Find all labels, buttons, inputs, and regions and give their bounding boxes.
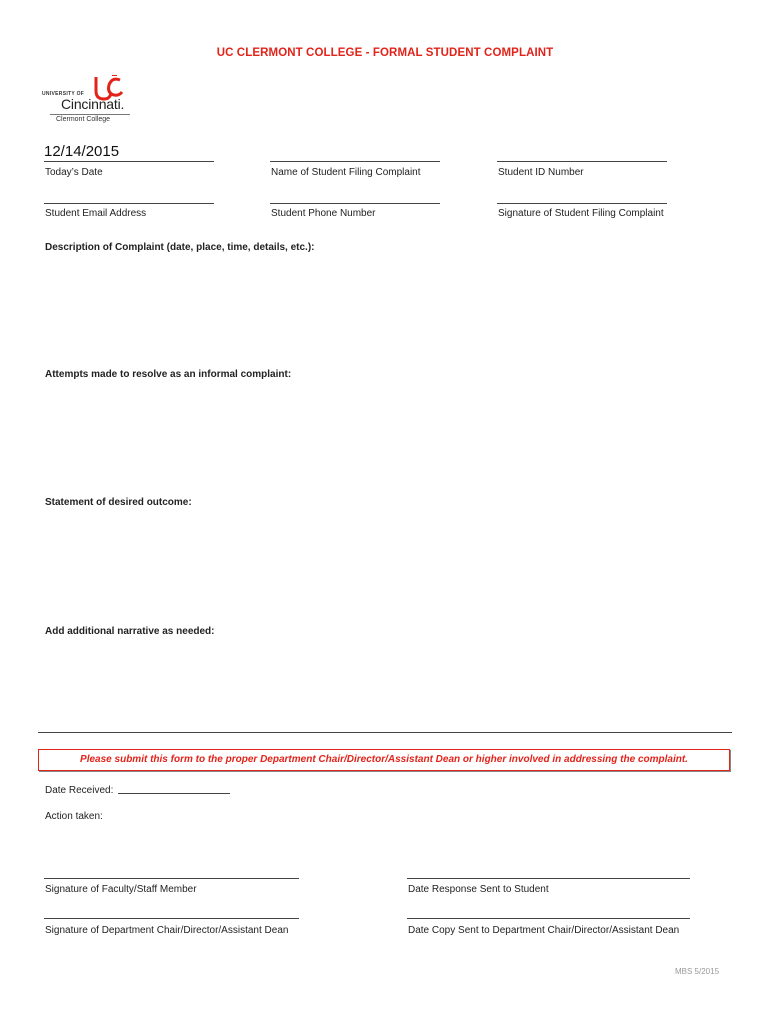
todays-date-value[interactable]: 12/14/2015 xyxy=(44,143,120,160)
section-divider xyxy=(38,732,732,733)
submission-notice xyxy=(38,749,730,771)
chair-signature-field[interactable] xyxy=(44,918,299,919)
date-received-field[interactable] xyxy=(118,793,230,794)
attempts-area[interactable] xyxy=(44,385,730,485)
response-date-field[interactable] xyxy=(407,878,690,879)
student-phone-field[interactable] xyxy=(270,203,440,204)
narrative-label: Add additional narrative as needed: xyxy=(45,626,215,637)
date-received-row xyxy=(45,785,230,796)
faculty-signature-label: Signature of Faculty/Staff Member xyxy=(45,884,197,895)
todays-date-label: Today’s Date xyxy=(45,167,103,178)
narrative-area[interactable] xyxy=(44,642,730,727)
student-name-label: Name of Student Filing Complaint xyxy=(271,167,421,178)
todays-date-field[interactable] xyxy=(44,161,214,162)
action-taken-label: Action taken: xyxy=(45,811,103,822)
student-name-field[interactable] xyxy=(270,161,440,162)
outcome-area[interactable] xyxy=(44,513,730,613)
logo-campus: Clermont College xyxy=(56,116,111,123)
university-logo xyxy=(42,73,137,127)
student-email-label: Student Email Address xyxy=(45,208,147,219)
submission-notice-text: Please submit this form to the proper Department Chair/Director/Assistant Dean or higher involved in addressing the complaint. xyxy=(80,754,688,765)
logo-divider xyxy=(50,114,130,115)
copy-date-label: Date Copy Sent to Department Chair/Director/Assistant Dean xyxy=(408,925,680,936)
student-id-field[interactable] xyxy=(497,161,667,162)
action-taken-area[interactable] xyxy=(44,826,730,874)
student-phone-label: Student Phone Number xyxy=(271,208,376,219)
attempts-label: Attempts made to resolve as an informal complaint: xyxy=(45,369,292,380)
student-id-label: Student ID Number xyxy=(498,167,584,178)
form-version-mark: MBS 5/2015 xyxy=(675,967,720,976)
student-signature-field[interactable] xyxy=(497,203,667,204)
date-received-label: Date Received: xyxy=(45,785,114,796)
student-email-field[interactable] xyxy=(44,203,214,204)
student-signature-label: Signature of Student Filing Complaint xyxy=(498,208,664,219)
logo-university-of: UNIVERSITY OF xyxy=(42,91,85,97)
description-area[interactable] xyxy=(44,258,730,358)
chair-signature-label: Signature of Department Chair/Director/Assistant Dean xyxy=(45,925,289,936)
copy-date-field[interactable] xyxy=(407,918,690,919)
response-date-label: Date Response Sent to Student xyxy=(408,884,549,895)
description-label: Description of Complaint (date, place, time, details, etc.): xyxy=(45,242,315,253)
logo-cincinnati: Cincinnati. xyxy=(61,96,125,112)
outcome-label: Statement of desired outcome: xyxy=(45,497,192,508)
faculty-signature-field[interactable] xyxy=(44,878,299,879)
form-title: UC CLERMONT COLLEGE - FORMAL STUDENT COMPLAINT xyxy=(216,47,554,59)
